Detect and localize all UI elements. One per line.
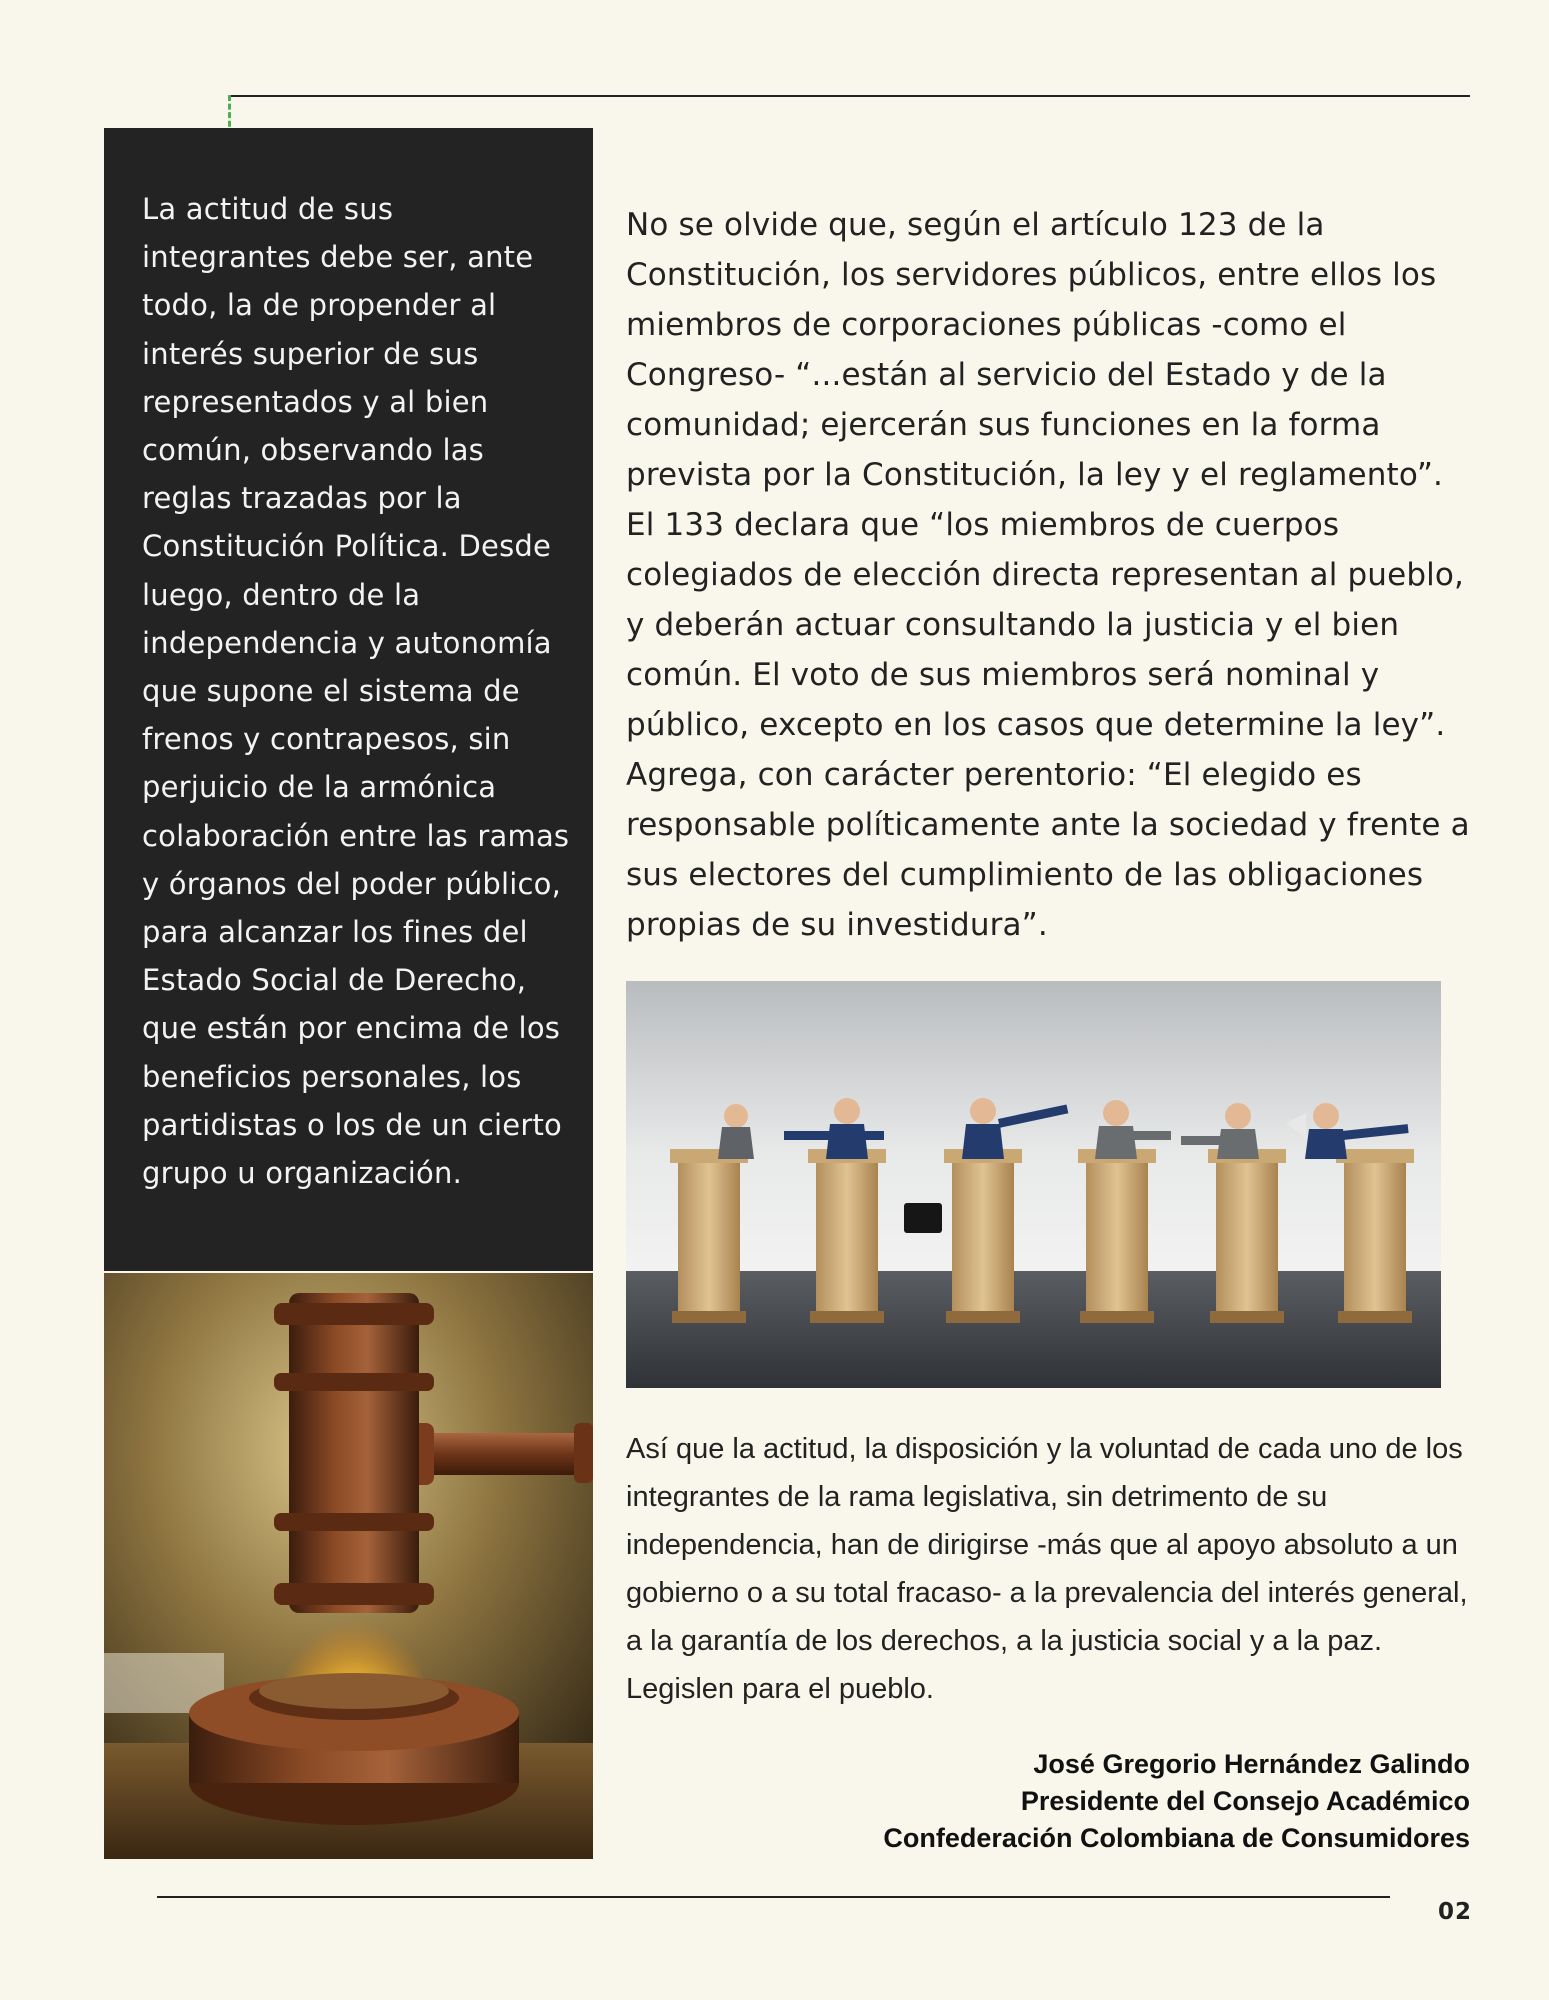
top-divider-line — [230, 95, 1470, 97]
author-organization: Confederación Colombiana de Consumidores — [883, 1823, 1470, 1853]
author-role: Presidente del Consejo Académico — [1020, 1786, 1470, 1816]
body-paragraph-2: Así que la actitud, la disposición y la voluntad de cada uno de los integrantes de la rama legislativa, sin detrimento de su independencia, han de dirigirse -más que al apoyo absoluto a un gobierno o a su total fracaso- a la prevalencia del interés general, a la garantía de los derechos, a la justicia social y a la paz. Legislen para el pueblo. — [626, 1433, 1468, 1705]
page-number: 02 — [1438, 1899, 1473, 1925]
body-paragraph-1: No se olvide que, según el artículo 123 de la Constitución, los servidores públicos, entre ellos los miembros de corporaciones públicas -como el Congreso- “...están al servicio del Estado y de la comunidad; ejercerán sus funciones en la forma prevista por la Constitución, la ley y el reglamento”. El 133 declara que “los miembros de cuerpos colegiados de elección directa representan al pueblo, y deberán actuar consultando la justicia y el bien común. El voto de sus miembros será nominal y público, excepto en los casos que determine la ley”. Agrega, con carácter perentorio: “El elegido es responsable políticamente ante la sociedad y frente a sus electores del cumplimiento de las obligaciones propias de su investidura”. — [626, 207, 1470, 943]
debate-podiums-image — [626, 981, 1441, 1388]
gavel-image — [104, 1273, 593, 1859]
author-name: José Gregorio Hernández Galindo — [1033, 1749, 1470, 1779]
author-signature-block — [883, 1746, 1470, 1857]
sidebar-quote-text: La actitud de sus integrantes debe ser, ante todo, la de propender al interés superior de sus representados y al bien común, observando las reglas trazadas por la Constitución Política. Desde luego, dentro de la independencia y autonomía que supone el sistema de frenos y contrapesos, sin perjuicio de la armónica colaboración entre las ramas y órganos del poder público, para alcanzar los fines del Estado Social de Derecho, que están por encima de los beneficios personales, los partidistas o los de un cierto grupo u organización. — [142, 192, 570, 1191]
bottom-divider-line — [157, 1896, 1390, 1898]
sidebar-quote-box — [104, 128, 593, 1271]
